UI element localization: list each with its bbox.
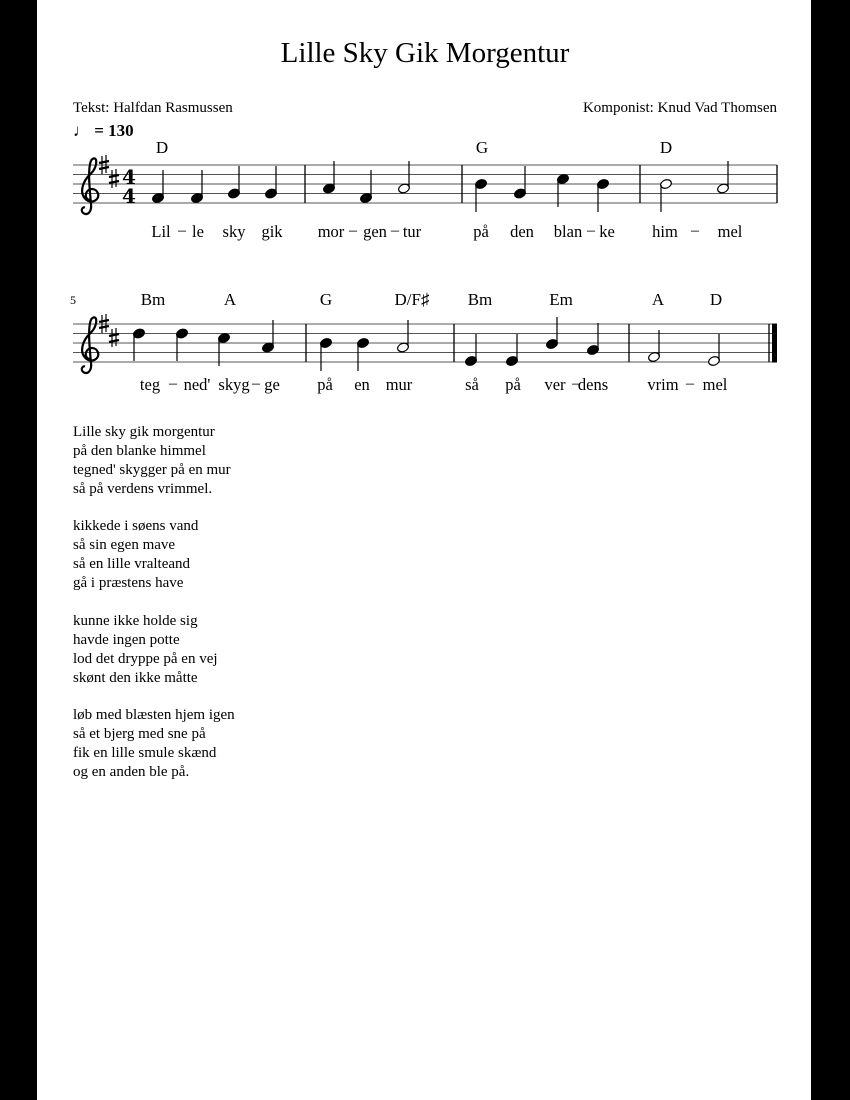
- chord-symbol: D: [659, 138, 673, 157]
- chord-symbol: Em: [549, 290, 573, 309]
- svg-text:4: 4: [122, 184, 136, 208]
- verse-line: Lille sky gik morgentur: [73, 424, 215, 440]
- composer-credit: Komponist: Knud Vad Thomsen: [582, 100, 777, 116]
- lyric-hyphen: –: [587, 222, 595, 239]
- lyric-hyphen: –: [252, 375, 260, 392]
- lyric-syllable: gik: [261, 222, 283, 241]
- verse-line: så sin egen mave: [73, 537, 176, 553]
- verse-2: [73, 517, 198, 593]
- verse-line: fik en lille smule skænd: [73, 745, 217, 761]
- lyric-syllable: le: [192, 222, 204, 241]
- verse-4: [73, 706, 235, 782]
- verse-line: skønt den ikke måtte: [73, 670, 198, 686]
- lyric-syllable: ke: [599, 222, 615, 241]
- verse-line: kunne ikke holde sig: [73, 613, 198, 629]
- lyric-syllable: Lil: [151, 222, 171, 241]
- lyric-syllable: mor: [317, 222, 345, 241]
- chord-symbol: A: [223, 290, 237, 309]
- score-title: Lille Sky Gik Morgentur: [280, 37, 570, 69]
- lyric-hyphen: –: [178, 222, 186, 239]
- staff-system-1: [73, 155, 777, 214]
- lyric-syllable: mur: [385, 375, 413, 394]
- chord-symbol: D: [709, 290, 723, 309]
- verse-line: så på verdens vrimmel.: [73, 481, 213, 497]
- measure-number: 5: [70, 293, 76, 307]
- lyric-hyphen: –: [349, 222, 357, 239]
- lyric-syllable: gen: [363, 222, 387, 241]
- verse-line: så en lille vralteand: [73, 556, 191, 572]
- lyric-syllable: him: [652, 222, 678, 241]
- verse-line: lod det dryppe på en vej: [73, 651, 218, 667]
- lyric-hyphen: –: [169, 375, 177, 392]
- verse-line: løb med blæsten hjem igen: [73, 707, 235, 723]
- chord-symbol: Bm: [140, 290, 166, 309]
- lyric-syllable: ver: [544, 375, 566, 394]
- chord-symbol: G: [319, 290, 333, 309]
- lyric-syllable: på: [505, 375, 521, 394]
- lyric-syllable: ned': [183, 375, 211, 394]
- lyric-syllable: blan: [553, 222, 583, 241]
- verse-line: tegned' skygger på en mur: [73, 462, 231, 478]
- tempo-marking: ♩ = 130: [73, 121, 134, 140]
- verse-line: på den blanke himmel: [73, 443, 206, 459]
- lyric-syllable: vrim: [647, 375, 679, 394]
- lyric-syllable: ge: [264, 375, 280, 394]
- verse-line: så et bjerg med sne på: [73, 726, 206, 742]
- verse-line: kikkede i søens vand: [73, 518, 199, 534]
- lyric-syllable: på: [317, 375, 333, 394]
- lyric-syllable: skyg: [218, 375, 250, 394]
- verse-line: gå i præstens have: [73, 575, 184, 591]
- lyric-syllable: tur: [402, 222, 422, 241]
- lyric-syllable: sky: [222, 222, 246, 241]
- lyricist-credit: Tekst: Halfdan Rasmussen: [73, 100, 233, 116]
- lyric-hyphen: –: [572, 375, 580, 392]
- music-staves: [0, 0, 850, 420]
- verse-3: [73, 612, 218, 688]
- lyric-syllable: mel: [702, 375, 728, 394]
- lyric-hyphen: –: [686, 375, 694, 392]
- lyric-hyphen: –: [391, 222, 399, 239]
- svg-text:4: 4: [122, 165, 136, 189]
- verse-line: og en anden ble på.: [73, 764, 190, 780]
- lyric-syllable: mel: [717, 222, 743, 241]
- chord-symbol: D: [155, 138, 169, 157]
- verse-line: havde ingen potte: [73, 632, 180, 648]
- lyric-syllable: teg: [139, 375, 161, 394]
- chord-symbol: A: [651, 290, 665, 309]
- lyric-syllable: på: [473, 222, 489, 241]
- chord-symbol: Bm: [467, 290, 493, 309]
- verse-1: [73, 423, 231, 499]
- lyric-syllable: den: [510, 222, 534, 241]
- lyric-syllable: så: [465, 375, 479, 394]
- lyric-hyphen: –: [691, 222, 699, 239]
- lyric-syllable: en: [354, 375, 370, 394]
- chord-symbol: G: [475, 138, 489, 157]
- chord-symbol: D/F♯: [394, 290, 430, 309]
- staff-system-2: [73, 314, 777, 373]
- lyric-syllable: dens: [577, 375, 609, 394]
